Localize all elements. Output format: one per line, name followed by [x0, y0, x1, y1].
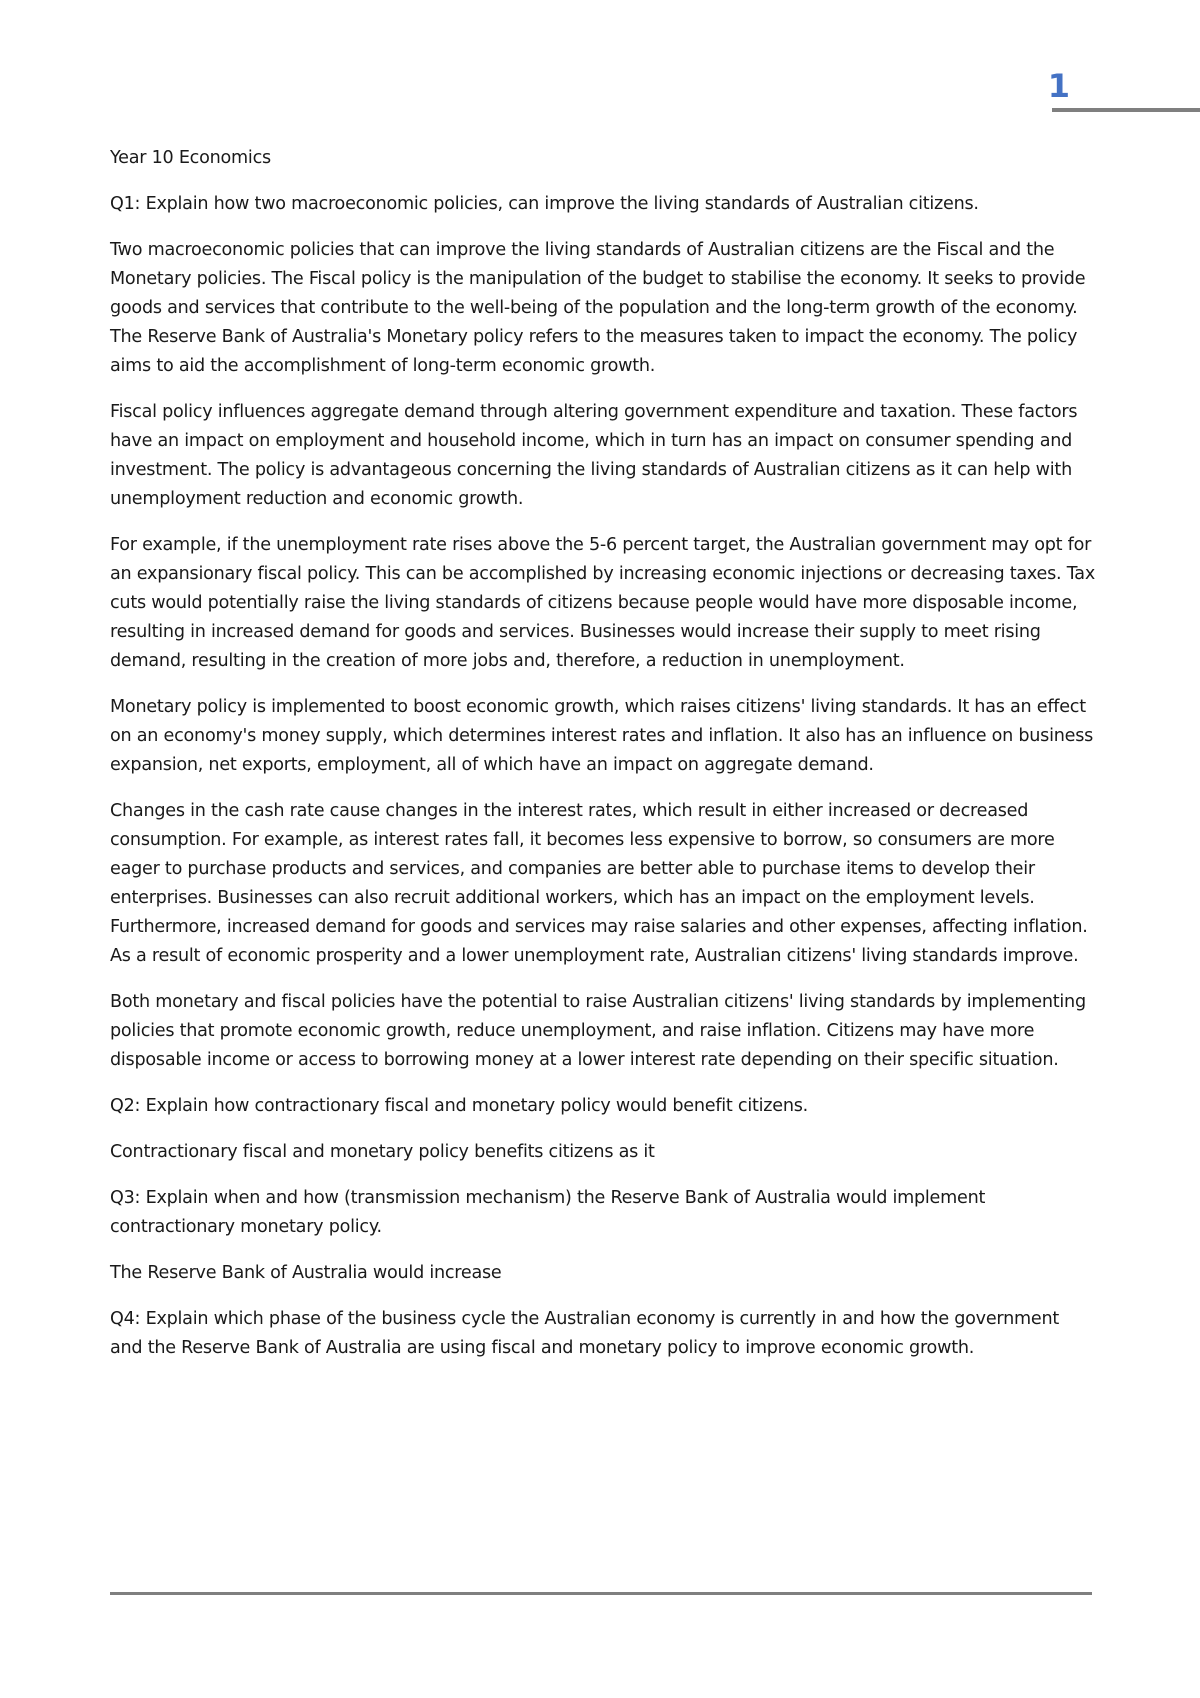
- answer-1-paragraph: Two macroeconomic policies that can improve the living standards of Australian citizens are the Fiscal and the Monetary policies. The Fiscal policy is the manipulation of the budget to stabilise the economy. It seeks to provide goods and services that contribute to the well-being of the population and the long-term growth of the economy. The Reserve Bank of Australia's Monetary policy refers to the measures taken to impact the economy. The policy aims to aid the accomplishment of long-term economic growth.: [110, 240, 1086, 376]
- question-3: [110, 1184, 1095, 1242]
- question-1-text: Explain how two macroeconomic policies, can improve the living standards of Australian citizens.: [140, 194, 979, 214]
- answer-1-paragraph: Monetary policy is implemented to boost economic growth, which raises citizens' living standards. It has an effect on an economy's money supply, which determines interest rates and inflation. It also has an influence on business expansion, net exports, employment, all of which have an impact on aggregate demand.: [110, 697, 1094, 775]
- answer-1-paragraph: Fiscal policy influences aggregate demand through altering government expenditure and taxation. These factors have an impact on employment and household income, which in turn has an impact on consumer spending and investment. The policy is advantageous concerning the living standards of Australian citizens as it can help with unemployment reduction and economic growth.: [110, 402, 1078, 509]
- question-2: [110, 1092, 1095, 1121]
- document-title: Year 10 Economics: [110, 148, 271, 168]
- question-1: [110, 190, 1095, 219]
- question-4: [110, 1305, 1095, 1363]
- answer-2: Contractionary fiscal and monetary policy benefits citizens as it: [110, 1142, 655, 1162]
- question-3-label: Q3:: [110, 1188, 141, 1208]
- question-3-text: Explain when and how (transmission mechanism) the Reserve Bank of Australia would implement contractionary monetary policy.: [110, 1188, 986, 1237]
- footer-rule: [110, 1592, 1092, 1595]
- header-rule: [1052, 108, 1200, 112]
- answer-3: The Reserve Bank of Australia would increase: [110, 1263, 502, 1283]
- question-2-label: Q2:: [110, 1096, 141, 1116]
- answer-1-paragraph: Changes in the cash rate cause changes in the interest rates, which result in either increased or decreased consumption. For example, as interest rates fall, it becomes less expensive to borrow, so consumers are more eager to purchase products and services, and companies are better able to purchase items to develop their enterprises. Businesses can also recruit additional workers, which has an impact on the employment levels. Furthermore, increased demand for goods and services may raise salaries and other expenses, affecting inflation. As a result of economic prosperity and a lower unemployment rate, Australian citizens' living standards improve.: [110, 801, 1088, 966]
- question-1-label: Q1:: [110, 194, 141, 214]
- page-number: 1: [1047, 67, 1070, 105]
- answer-1-paragraph: For example, if the unemployment rate rises above the 5-6 percent target, the Australian government may opt for an expansionary fiscal policy. This can be accomplished by increasing economic injections or decreasing taxes. Tax cuts would potentially raise the living standards of citizens because people would have more disposable income, resulting in increased demand for goods and services. Businesses would increase their supply to meet rising demand, resulting in the creation of more jobs and, therefore, a reduction in unemployment.: [110, 535, 1095, 671]
- question-4-label: Q4:: [110, 1309, 141, 1329]
- question-2-text: Explain how contractionary fiscal and monetary policy would benefit citizens.: [140, 1096, 808, 1116]
- answer-1-paragraph: Both monetary and fiscal policies have the potential to raise Australian citizens' living standards by implementing policies that promote economic growth, reduce unemployment, and raise inflation. Citizens may have more disposable income or access to borrowing money at a lower interest rate depending on their specific situation.: [110, 992, 1086, 1070]
- question-4-text: Explain which phase of the business cycle the Australian economy is currently in and how the government and the Reserve Bank of Australia are using fiscal and monetary policy to improve economic growth.: [110, 1309, 1060, 1358]
- document-body: [110, 144, 1095, 1380]
